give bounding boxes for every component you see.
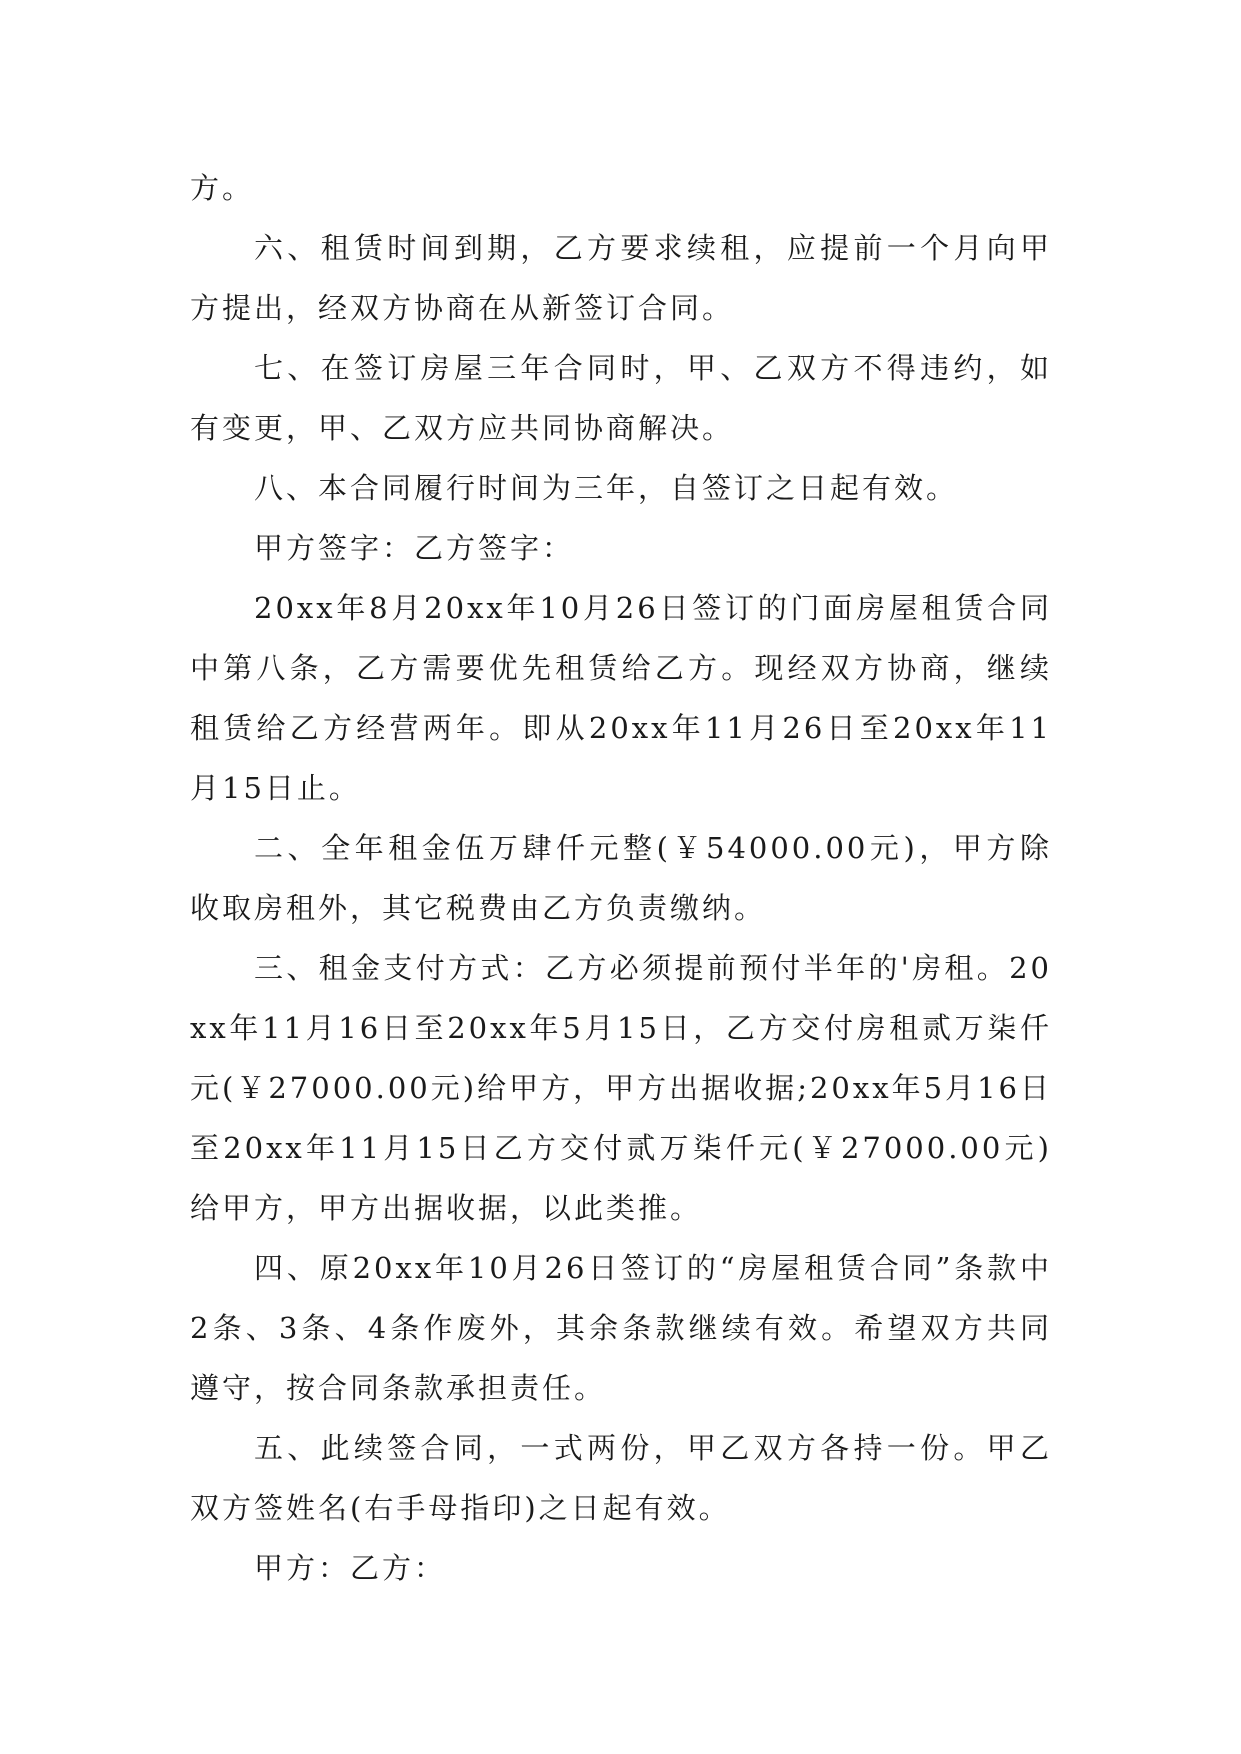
- renewal-intro: 20xx年8月20xx年10月26日签订的门面房屋租赁合同中第八条，乙方需要优先租赁给乙方。现经双方协商，继续租赁给乙方经营两年。即从20xx年11月26日至20xx年11月15日止。: [190, 591, 1052, 805]
- clause-3-payment: 三、租金支付方式：乙方必须提前预付半年的'房租。20xx年11月16日至20xx年5月15日，乙方交付房租贰万柒仟元(￥27000.00元)给甲方，甲方出据收据;20xx年5月16日至20xx年11月15日乙方交付贰万柒仟元(￥27000.00元)给甲方，甲方出据收据，以此类推。: [190, 951, 1052, 1225]
- signature-line-2: 甲方：乙方：: [254, 1551, 447, 1585]
- paragraph-continuation: 方。: [190, 171, 255, 205]
- clause-8-term: 八、本合同履行时间为三年，自签订之日起有效。: [254, 471, 959, 505]
- clause-4-original-terms: 四、原20xx年10月26日签订的“房屋租赁合同”条款中2条、3条、4条作废外，其余条款继续有效。希望双方共同遵守，按合同条款承担责任。: [190, 1251, 1052, 1405]
- clause-5-copies: 五、此续签合同，一式两份，甲乙双方各持一份。甲乙双方签姓名(右手母指印)之日起有效。: [190, 1431, 1052, 1525]
- clause-2-rent: 二、全年租金伍万肆仟元整(￥54000.00元)，甲方除收取房租外，其它税费由乙方负责缴纳。: [190, 831, 1052, 925]
- clause-7-no-breach: 七、在签订房屋三年合同时，甲、乙双方不得违约，如有变更，甲、乙双方应共同协商解决。: [190, 351, 1052, 445]
- signature-line-1: 甲方签字：乙方签字：: [254, 531, 575, 565]
- clause-6-renewal: 六、租赁时间到期，乙方要求续租，应提前一个月向甲方提出，经双方协商在从新签订合同。: [190, 231, 1052, 325]
- document-body: [190, 158, 1052, 1598]
